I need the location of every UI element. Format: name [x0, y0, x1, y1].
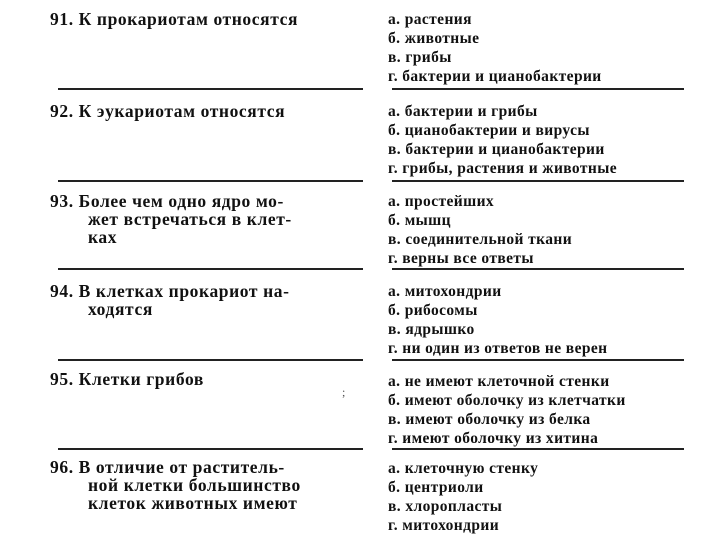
divider	[58, 268, 363, 270]
option-a: а. клеточную стенку	[388, 460, 539, 477]
option-a: а. простейших	[388, 193, 495, 210]
question-stem	[50, 282, 370, 318]
question-stem	[50, 192, 370, 246]
divider	[58, 359, 363, 361]
stem-line: 95. Клетки грибов	[50, 369, 204, 389]
option-b: б. центриоли	[388, 479, 484, 496]
stem-line: 96. В отличие от раститель-	[50, 457, 285, 477]
option-d: г. митохондрии	[388, 517, 500, 534]
option-b: б. цианобактерии и вирусы	[388, 122, 590, 139]
divider	[392, 268, 684, 270]
question-stem	[50, 102, 370, 120]
option-a: а. митохондрии	[388, 283, 502, 300]
options-list	[388, 372, 626, 448]
option-b: б. имеют оболочку из клетчатки	[388, 392, 626, 409]
option-a: а. не имеют клеточной стенки	[388, 373, 610, 390]
option-d: г. верны все ответы	[388, 250, 534, 267]
option-d: г. имеют оболочку из хитина	[388, 430, 599, 447]
option-b: б. животные	[388, 30, 480, 47]
divider	[392, 180, 684, 182]
divider	[58, 180, 363, 182]
divider	[58, 88, 363, 90]
divider	[392, 88, 684, 90]
stem-line: клеток животных имеют	[88, 493, 298, 513]
stem-line: 93. Более чем одно ядро мо-	[50, 191, 284, 211]
stray-mark: ;	[342, 385, 346, 399]
stem-line: жет встречаться в клет-	[88, 209, 292, 229]
option-b: б. мышц	[388, 212, 451, 229]
question-stem	[50, 10, 370, 28]
option-c: в. соединительной ткани	[388, 231, 573, 248]
option-c: в. грибы	[388, 49, 452, 66]
options-list	[388, 459, 538, 535]
option-c: в. имеют оболочку из белка	[388, 411, 591, 428]
options-list	[388, 102, 617, 178]
option-a: а. бактерии и грибы	[388, 103, 538, 120]
option-d: г. грибы, растения и животные	[388, 160, 618, 177]
stem-line: 94. В клетках прокариот на-	[50, 281, 290, 301]
stem-line: ной клетки большинство	[88, 475, 301, 495]
option-c: в. бактерии и цианобактерии	[388, 141, 605, 158]
options-list	[388, 282, 608, 358]
divider	[392, 359, 684, 361]
question-stem	[50, 458, 370, 512]
stem-line: ках	[88, 227, 118, 247]
divider	[392, 448, 684, 450]
stem-line: 92. К эукариотам относятся	[50, 101, 286, 121]
option-c: в. хлоропласты	[388, 498, 503, 515]
option-c: в. ядрышко	[388, 321, 475, 338]
options-list	[388, 192, 572, 268]
question-stem	[50, 370, 370, 388]
option-d: г. ни один из ответов не верен	[388, 340, 608, 357]
stem-line: ходятся	[88, 299, 153, 319]
options-list	[388, 10, 602, 86]
stem-line: 91. К прокариотам относятся	[50, 9, 299, 29]
option-d: г. бактерии и цианобактерии	[388, 68, 602, 85]
option-a: а. растения	[388, 11, 472, 28]
divider	[58, 448, 363, 450]
option-b: б. рибосомы	[388, 302, 478, 319]
